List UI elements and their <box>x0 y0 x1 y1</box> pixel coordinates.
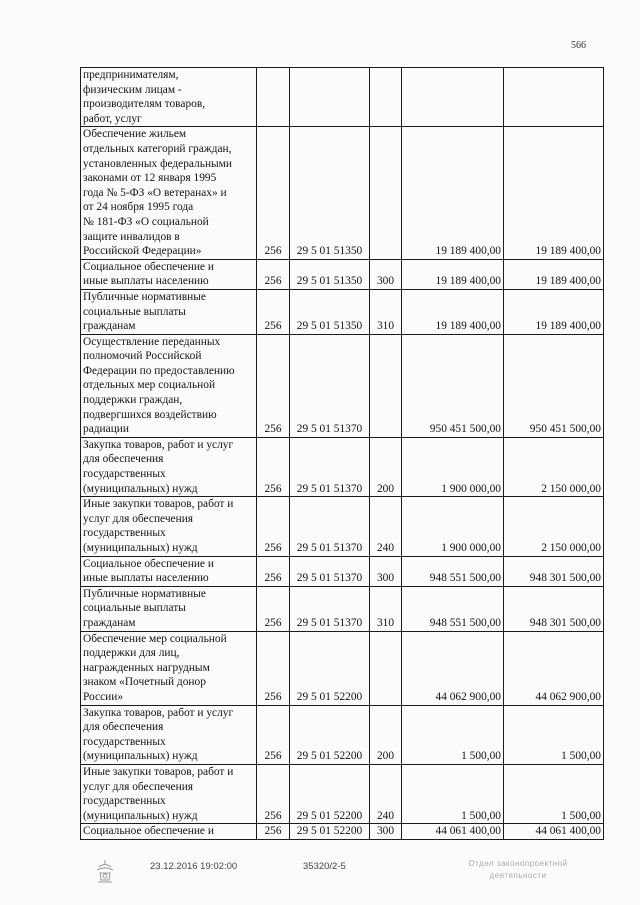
row-name-line: года № 5-ФЗ «О ветеранах» и <box>83 186 227 199</box>
row-name-line: производителям товаров, <box>83 98 206 111</box>
ved-code-cell: 256 <box>257 631 290 705</box>
vr-code-cell: 300 <box>370 824 402 840</box>
csr-code-cell: 29 5 01 51370 <box>290 437 370 496</box>
table-row <box>81 334 604 437</box>
row-name-line: (муниципальных) нужд <box>83 809 198 822</box>
ved-code-cell: 256 <box>257 497 290 556</box>
row-name-cell <box>81 437 257 496</box>
row-name-line: государственных <box>83 795 166 808</box>
row-name-line: от 24 ноября 1995 года <box>83 201 194 214</box>
row-name-line: Осуществление переданных <box>83 335 221 348</box>
amount-year2-cell: 948 301 500,00 <box>504 586 604 631</box>
row-name-line: для обеспечения <box>83 453 164 466</box>
amount-year1-cell: 948 551 500,00 <box>402 586 504 631</box>
csr-code-cell: 29 5 01 51370 <box>290 586 370 631</box>
csr-code-cell: 29 5 01 52200 <box>290 631 370 705</box>
row-name-cell <box>81 556 257 586</box>
row-name-line: услуг для обеспечения <box>83 780 194 793</box>
row-name-line: Иные закупки товаров, работ и <box>83 765 234 778</box>
row-name-line: Иные закупки товаров, работ и <box>83 498 234 511</box>
amount-year2-cell: 44 062 900,00 <box>504 631 604 705</box>
csr-code-cell: 29 5 01 51350 <box>290 259 370 289</box>
csr-code-cell: 29 5 01 51370 <box>290 334 370 437</box>
csr-code-cell: 29 5 01 51350 <box>290 289 370 334</box>
row-name-line: Обеспечение жильем <box>83 128 187 141</box>
ved-code-cell: 256 <box>257 556 290 586</box>
amount-year1-cell: 950 451 500,00 <box>402 334 504 437</box>
amount-year1-cell: 44 062 900,00 <box>402 631 504 705</box>
row-name-line: полномочий Российской <box>83 350 202 363</box>
amount-year2-cell: 1 500,00 <box>504 705 604 764</box>
row-name-line: государственных <box>83 527 166 540</box>
row-name-cell <box>81 705 257 764</box>
ved-code-cell: 256 <box>257 824 290 840</box>
amount-year2-cell <box>504 68 604 127</box>
table-row <box>81 764 604 823</box>
row-name-line: № 181-ФЗ «О социальной <box>83 215 209 228</box>
ved-code-cell: 256 <box>257 764 290 823</box>
vr-code-cell: 200 <box>370 437 402 496</box>
row-name-line: Закупка товаров, работ и услуг <box>83 438 234 451</box>
row-name-cell <box>81 289 257 334</box>
row-name-line: Социальное обеспечение и <box>83 260 214 273</box>
row-name-line: физическим лицам - <box>83 83 182 96</box>
row-name-line: работ, услуг <box>83 112 142 125</box>
table-row <box>81 68 604 127</box>
page-footer <box>0 858 640 898</box>
ved-code-cell: 256 <box>257 289 290 334</box>
amount-year1-cell: 19 189 400,00 <box>402 289 504 334</box>
table-row <box>81 259 604 289</box>
row-name-cell <box>81 68 257 127</box>
vr-code-cell: 300 <box>370 259 402 289</box>
amount-year2-cell: 2 150 000,00 <box>504 437 604 496</box>
table-row <box>81 289 604 334</box>
row-name-cell <box>81 127 257 259</box>
row-name-line: награжденных нагрудным <box>83 661 210 674</box>
csr-code-cell <box>290 68 370 127</box>
ved-code-cell: 256 <box>257 437 290 496</box>
table-row <box>81 437 604 496</box>
csr-code-cell: 29 5 01 51370 <box>290 556 370 586</box>
row-name-line: Российской Федерации» <box>83 245 202 258</box>
row-name-line: Закупка товаров, работ и услуг <box>83 706 234 719</box>
vr-code-cell: 300 <box>370 556 402 586</box>
row-name-cell <box>81 334 257 437</box>
row-name-line: Обеспечение мер социальной <box>83 632 227 645</box>
vr-code-cell <box>370 68 402 127</box>
row-name-line: отдельных категорий граждан, <box>83 142 232 155</box>
ved-code-cell: 256 <box>257 586 290 631</box>
row-name-line: Социальное обеспечение и <box>83 825 214 838</box>
amount-year1-cell: 948 551 500,00 <box>402 556 504 586</box>
table-row <box>81 556 604 586</box>
row-name-cell <box>81 824 257 840</box>
row-name-line: социальные выплаты <box>83 305 186 318</box>
vr-code-cell <box>370 127 402 259</box>
amount-year2-cell: 2 150 000,00 <box>504 497 604 556</box>
row-name-line: защите инвалидов в <box>83 230 180 243</box>
amount-year1-cell: 1 500,00 <box>402 705 504 764</box>
row-name-line: предпринимателям, <box>83 69 179 81</box>
amount-year2-cell: 19 189 400,00 <box>504 259 604 289</box>
row-name-line: иные выплаты населению <box>83 572 209 585</box>
emblem-icon <box>92 858 118 886</box>
row-name-line: Публичные нормативные <box>83 587 206 600</box>
table-row <box>81 824 604 840</box>
footer-datetime: 23.12.2016 19:02:00 <box>150 861 238 872</box>
vr-code-cell: 200 <box>370 705 402 764</box>
vr-code-cell: 310 <box>370 586 402 631</box>
row-name-line: государственных <box>83 735 166 748</box>
row-name-line: отдельных мер социальной <box>83 379 216 392</box>
row-name-line: поддержки для лиц, <box>83 647 180 660</box>
row-name-line: услуг для обеспечения <box>83 512 194 525</box>
row-name-cell <box>81 631 257 705</box>
csr-code-cell: 29 5 01 52200 <box>290 705 370 764</box>
row-name-line: иные выплаты населению <box>83 275 209 288</box>
ved-code-cell <box>257 68 290 127</box>
amount-year2-cell: 950 451 500,00 <box>504 334 604 437</box>
stamp-line: деятельности <box>489 871 547 880</box>
row-name-cell <box>81 497 257 556</box>
row-name-line: (муниципальных) нужд <box>83 482 198 495</box>
csr-code-cell: 29 5 01 52200 <box>290 824 370 840</box>
vr-code-cell: 240 <box>370 497 402 556</box>
amount-year1-cell: 19 189 400,00 <box>402 259 504 289</box>
row-name-cell <box>81 764 257 823</box>
amount-year1-cell <box>402 68 504 127</box>
row-name-cell <box>81 586 257 631</box>
table-row <box>81 127 604 259</box>
csr-code-cell: 29 5 01 51350 <box>290 127 370 259</box>
row-name-line: государственных <box>83 468 166 481</box>
ved-code-cell: 256 <box>257 334 290 437</box>
table-row <box>81 631 604 705</box>
row-name-line: установленных федеральными <box>83 157 232 170</box>
department-stamp <box>443 858 593 882</box>
amount-year1-cell: 1 500,00 <box>402 764 504 823</box>
row-name-line: Социальное обеспечение и <box>83 557 214 570</box>
amount-year1-cell: 1 900 000,00 <box>402 497 504 556</box>
row-name-line: законами от 12 января 1995 <box>83 172 217 185</box>
ved-code-cell: 256 <box>257 705 290 764</box>
amount-year1-cell: 44 061 400,00 <box>402 824 504 840</box>
vr-code-cell: 310 <box>370 289 402 334</box>
row-name-line: знаком «Почетный донор <box>83 676 206 689</box>
row-name-line: подвергшихся воздействию <box>83 408 217 421</box>
vr-code-cell <box>370 631 402 705</box>
amount-year1-cell: 1 900 000,00 <box>402 437 504 496</box>
amount-year2-cell: 19 189 400,00 <box>504 127 604 259</box>
row-name-line: Федерации по предоставлению <box>83 364 235 377</box>
row-name-line: социальные выплаты <box>83 602 186 615</box>
csr-code-cell: 29 5 01 52200 <box>290 764 370 823</box>
amount-year2-cell: 44 061 400,00 <box>504 824 604 840</box>
vr-code-cell <box>370 334 402 437</box>
row-name-line: поддержки граждан, <box>83 394 183 407</box>
amount-year2-cell: 19 189 400,00 <box>504 289 604 334</box>
table-row <box>81 497 604 556</box>
row-name-line: гражданам <box>83 616 136 629</box>
row-name-line: (муниципальных) нужд <box>83 750 198 763</box>
row-name-line: (муниципальных) нужд <box>83 542 198 554</box>
row-name-line: радиации <box>83 423 129 436</box>
row-name-line: Публичные нормативные <box>83 290 206 303</box>
vr-code-cell: 240 <box>370 764 402 823</box>
footer-document-code: 35320/2-5 <box>303 861 346 872</box>
table-row <box>81 586 604 631</box>
row-name-line: России» <box>83 690 124 703</box>
amount-year2-cell: 1 500,00 <box>504 764 604 823</box>
budget-table <box>80 67 604 840</box>
row-name-line: гражданам <box>83 320 136 333</box>
row-name-line: для обеспечения <box>83 721 164 734</box>
amount-year2-cell: 948 301 500,00 <box>504 556 604 586</box>
ved-code-cell: 256 <box>257 259 290 289</box>
page-number: 566 <box>571 40 586 51</box>
row-name-cell <box>81 259 257 289</box>
stamp-line: Отдел законопроектной <box>468 859 568 868</box>
csr-code-cell: 29 5 01 51370 <box>290 497 370 556</box>
amount-year1-cell: 19 189 400,00 <box>402 127 504 259</box>
table-row <box>81 705 604 764</box>
ved-code-cell: 256 <box>257 127 290 259</box>
